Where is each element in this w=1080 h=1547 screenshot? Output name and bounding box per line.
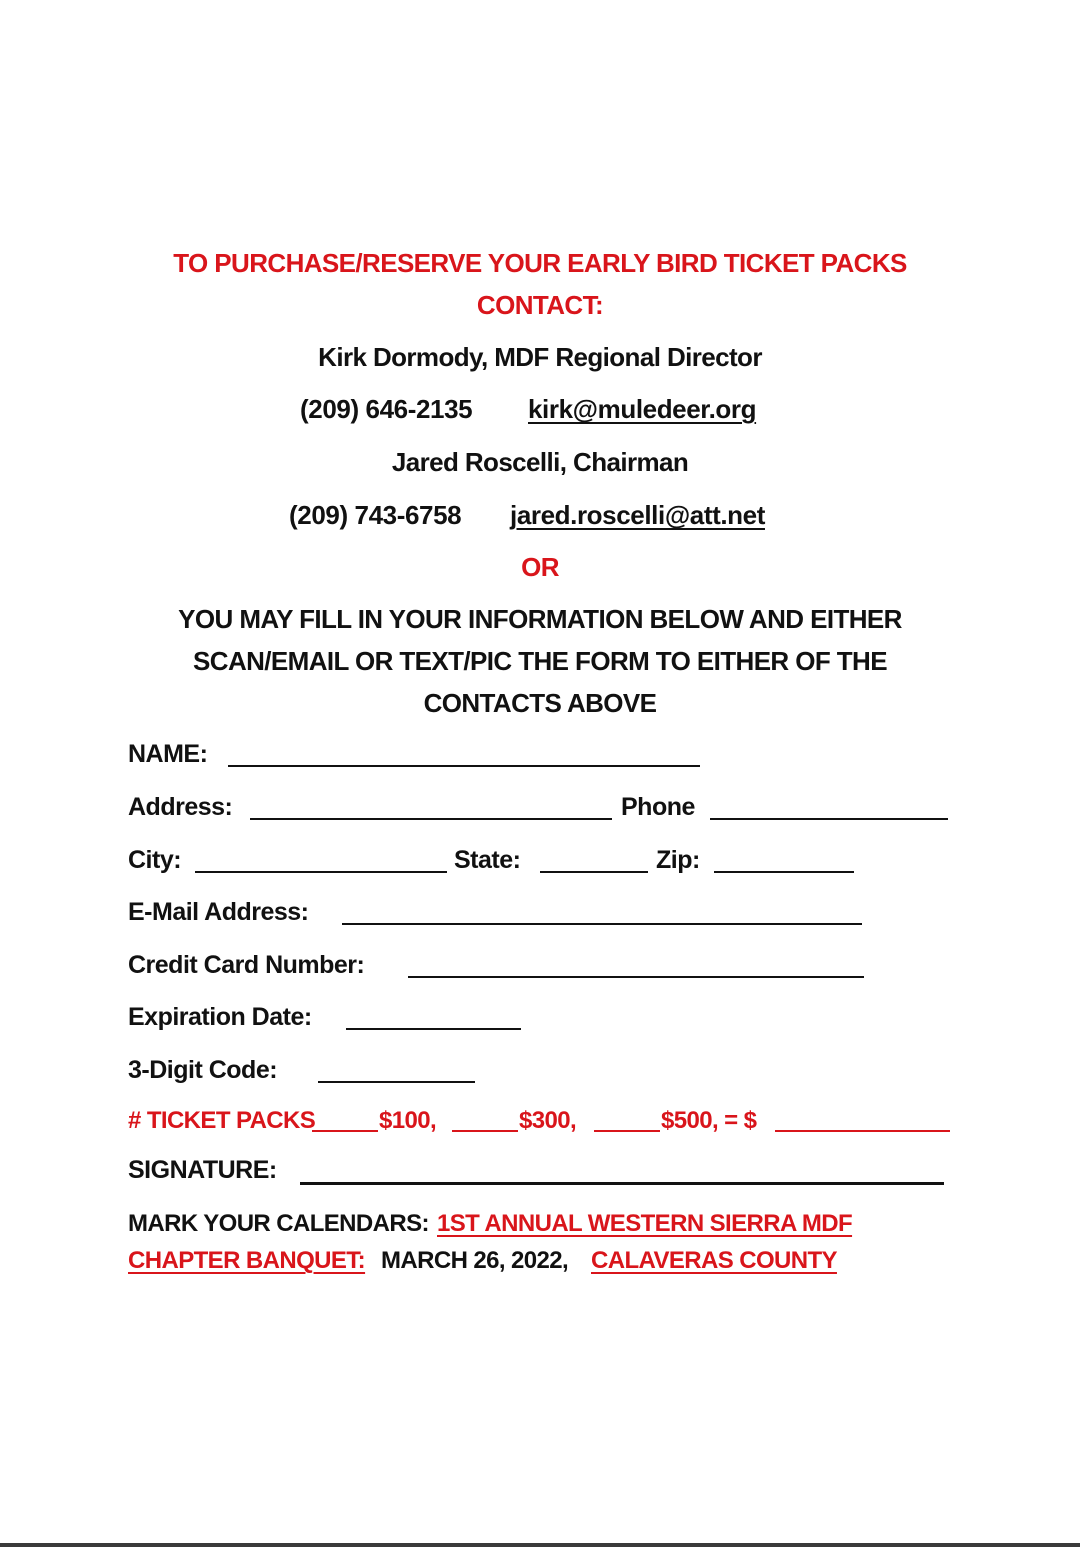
- instructions-line-3: CONTACTS ABOVE: [423, 688, 657, 718]
- contact-1-name: Kirk Dormody, MDF Regional Director: [318, 342, 762, 372]
- address-label: Address:: [128, 793, 233, 821]
- footer-event-line-2: CHAPTER BANQUET:: [128, 1247, 366, 1274]
- zip-label: Zip:: [656, 846, 700, 874]
- ticket-500-qty-field[interactable]: [594, 1130, 660, 1132]
- address-field[interactable]: [250, 818, 612, 820]
- contact-2-name: Jared Roscelli, Chairman: [391, 447, 689, 477]
- email-field[interactable]: [342, 923, 862, 925]
- footer-prefix: MARK YOUR CALENDARS:: [128, 1210, 429, 1237]
- footer-event-line-1: 1ST ANNUAL WESTERN SIERRA MDF: [437, 1210, 853, 1237]
- footer-date: MARCH 26, 2022,: [381, 1247, 569, 1274]
- bottom-divider: [0, 1543, 1080, 1547]
- expiration-label: Expiration Date:: [128, 1003, 312, 1031]
- instructions-line-1: YOU MAY FILL IN YOUR INFORMATION BELOW AND EITHER: [178, 604, 902, 634]
- name-field[interactable]: [228, 765, 700, 767]
- phone-field[interactable]: [710, 818, 948, 820]
- signature-field[interactable]: [300, 1182, 944, 1185]
- contact-1-email-link[interactable]: kirk@muledeer.org: [528, 394, 757, 424]
- price-500-total: $500, = $: [661, 1107, 757, 1134]
- expiration-field[interactable]: [346, 1028, 521, 1030]
- price-300: $300,: [519, 1107, 577, 1134]
- code-field[interactable]: [318, 1081, 475, 1083]
- ticket-packs-label: # TICKET PACKS: [128, 1107, 316, 1134]
- footer-location: CALAVERAS COUNTY: [591, 1247, 837, 1274]
- ticket-100-qty-field[interactable]: [312, 1130, 378, 1132]
- state-label: State:: [454, 846, 521, 874]
- ticket-300-qty-field[interactable]: [452, 1130, 518, 1132]
- header-contact-label: CONTACT:: [476, 290, 604, 320]
- city-field[interactable]: [195, 871, 447, 873]
- credit-card-field[interactable]: [408, 976, 864, 978]
- contact-1-phone: (209) 646-2135: [300, 394, 473, 424]
- phone-label: Phone: [621, 793, 695, 821]
- header-title: TO PURCHASE/RESERVE YOUR EARLY BIRD TICKET PACKS: [173, 248, 907, 278]
- instructions-line-2: SCAN/EMAIL OR TEXT/PIC THE FORM TO EITHER OF THE: [193, 646, 887, 676]
- code-label: 3-Digit Code:: [128, 1056, 278, 1084]
- state-field[interactable]: [540, 871, 648, 873]
- or-separator: OR: [521, 552, 559, 582]
- total-amount-field[interactable]: [775, 1130, 950, 1132]
- name-label: NAME:: [128, 740, 208, 768]
- contact-2-phone: (209) 743-6758: [289, 500, 462, 530]
- signature-label: SIGNATURE:: [128, 1156, 277, 1184]
- zip-field[interactable]: [714, 871, 854, 873]
- credit-card-label: Credit Card Number:: [128, 951, 365, 979]
- price-100: $100,: [379, 1107, 437, 1134]
- email-label: E-Mail Address:: [128, 898, 309, 926]
- city-label: City:: [128, 846, 182, 874]
- contact-2-email-link[interactable]: jared.roscelli@att.net: [510, 500, 765, 530]
